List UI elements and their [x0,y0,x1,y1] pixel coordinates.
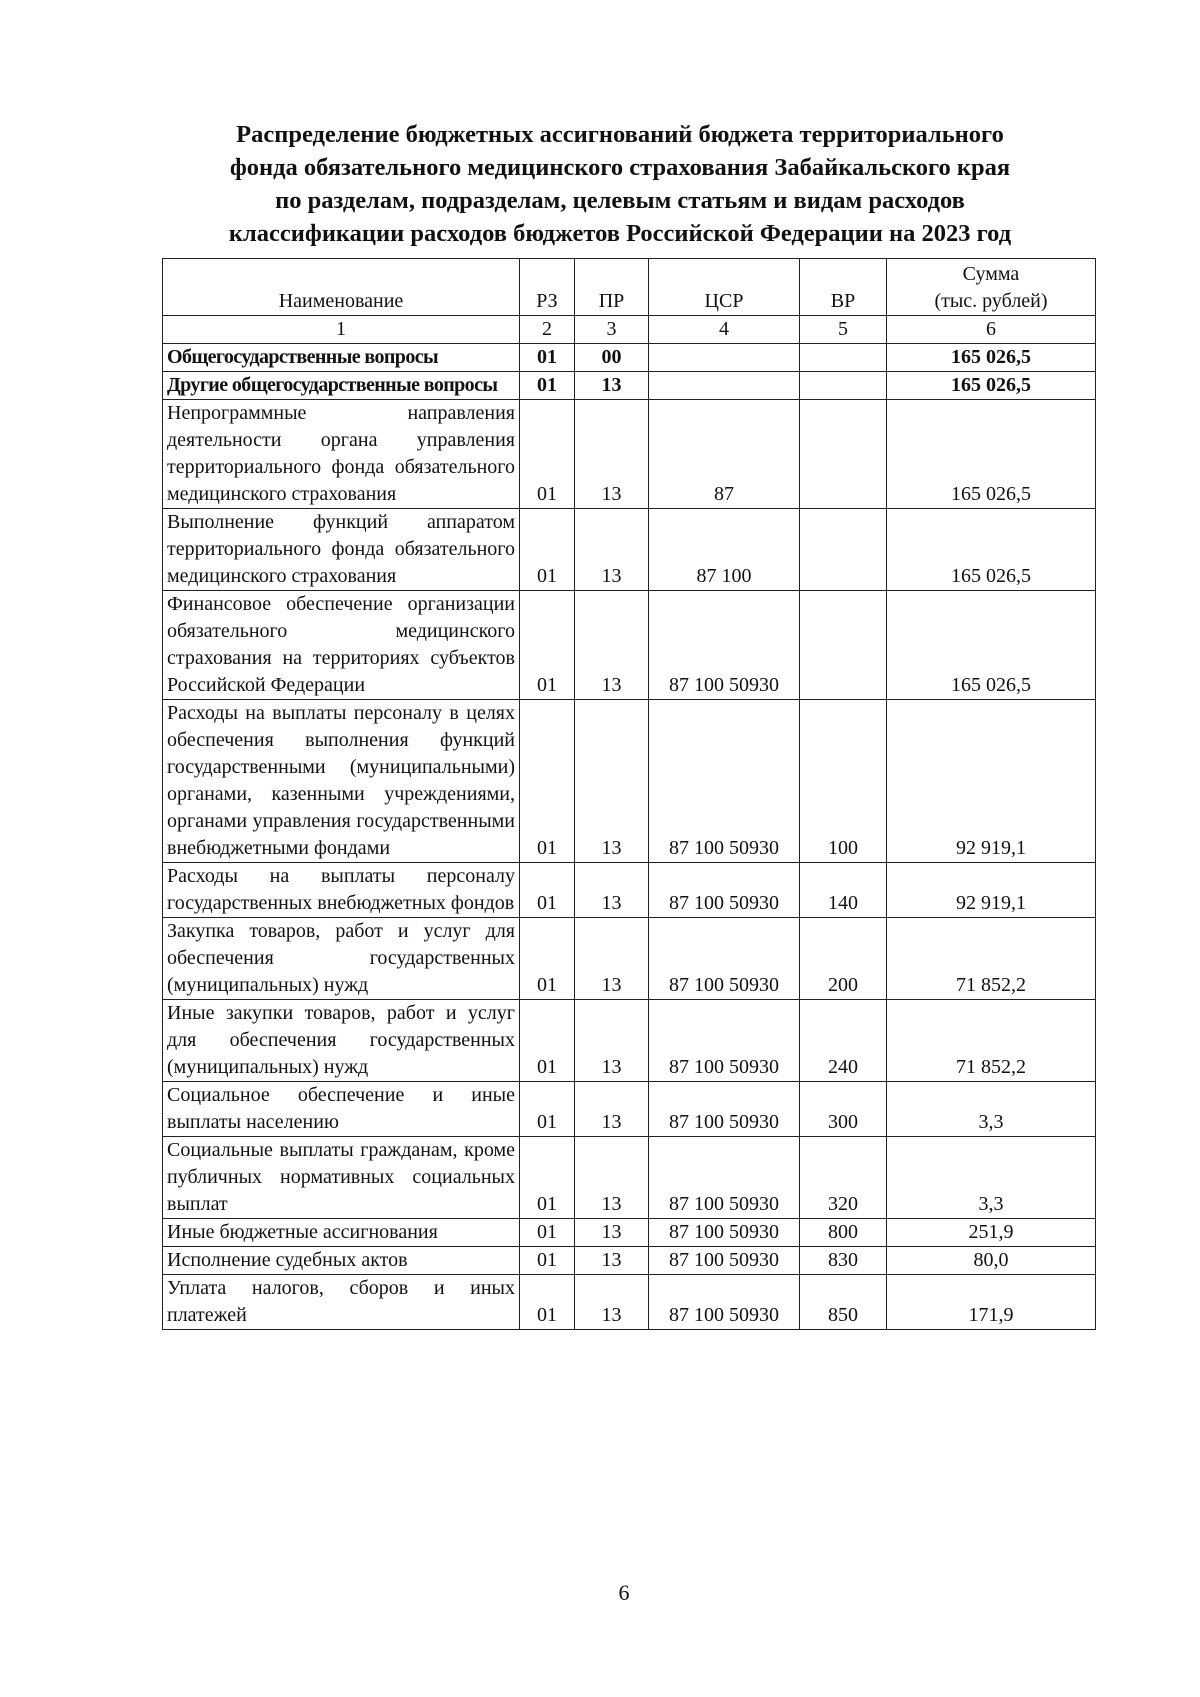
table-header-row [163,259,1096,316]
row-name: Расходы на выплаты персоналу в целях обеспечения выполнения функций государственными (муниципальными) органами, казенными учреждениями, органами управления государственными внебюджетными фондами [163,700,520,863]
col-number: 2 [520,316,575,344]
row-sum: 92 919,1 [887,863,1096,918]
row-pr: 13 [575,918,649,1000]
row-pr: 00 [575,344,649,372]
row-rz: 01 [520,509,575,591]
row-name: Уплата налогов, сборов и иных платежей [163,1275,520,1330]
row-name: Общегосударственные вопросы [163,344,520,372]
row-pr: 13 [575,863,649,918]
table-row [163,1247,1096,1275]
table-row [163,591,1096,700]
row-pr: 13 [575,1137,649,1219]
row-rz: 01 [520,700,575,863]
row-rz: 01 [520,1275,575,1330]
row-vr [800,344,887,372]
row-vr [800,372,887,400]
row-vr [800,591,887,700]
table-row [163,863,1096,918]
row-pr: 13 [575,372,649,400]
row-vr: 140 [800,863,887,918]
row-name: Иные бюджетные ассигнования [163,1219,520,1247]
row-name: Социальное обеспечение и иные выплаты населению [163,1082,520,1137]
col-number: 6 [887,316,1096,344]
row-rz: 01 [520,1000,575,1082]
row-csr: 87 100 50930 [649,1219,800,1247]
row-sum: 3,3 [887,1082,1096,1137]
table-row [163,1275,1096,1330]
row-rz: 01 [520,400,575,509]
page-number: 6 [618,1580,630,1605]
row-sum: 71 852,2 [887,1000,1096,1082]
row-pr: 13 [575,591,649,700]
row-csr: 87 100 50930 [649,1275,800,1330]
col-number: 5 [800,316,887,344]
row-rz: 01 [520,591,575,700]
table-row [163,400,1096,509]
row-vr [800,509,887,591]
row-name: Непрограммные направления деятельности органа управления территориального фонда обязательного медицинского страхования [163,400,520,509]
row-vr [800,400,887,509]
table-row [163,509,1096,591]
row-csr: 87 100 50930 [649,1000,800,1082]
row-csr: 87 100 50930 [649,591,800,700]
row-pr: 13 [575,1000,649,1082]
row-sum: 71 852,2 [887,918,1096,1000]
row-rz: 01 [520,1082,575,1137]
budget-table [162,258,1096,1330]
row-csr: 87 100 50930 [649,1247,800,1275]
row-rz: 01 [520,1219,575,1247]
title-line-1: Распределение бюджетных ассигнований бюджета территориального [236,121,1004,148]
row-vr: 240 [800,1000,887,1082]
row-name: Иные закупки товаров, работ и услуг для обеспечения государственных (муниципальных) нужд [163,1000,520,1082]
row-sum: 165 026,5 [887,344,1096,372]
row-vr: 830 [800,1247,887,1275]
col-number: 1 [163,316,520,344]
table-row [163,700,1096,863]
row-pr: 13 [575,509,649,591]
row-name: Другие общегосударственные вопросы [163,372,520,400]
header-name: Наименование [163,259,520,316]
row-pr: 13 [575,400,649,509]
row-pr: 13 [575,1219,649,1247]
row-sum: 165 026,5 [887,400,1096,509]
row-sum: 92 919,1 [887,700,1096,863]
row-vr: 200 [800,918,887,1000]
row-rz: 01 [520,372,575,400]
title-line-3: по разделам, подразделам, целевым статьям и видам расходов [275,187,965,214]
row-rz: 01 [520,863,575,918]
header-rz: РЗ [520,259,575,316]
row-csr: 87 100 50930 [649,700,800,863]
row-vr: 320 [800,1137,887,1219]
header-csr: ЦСР [649,259,800,316]
row-pr: 13 [575,700,649,863]
row-pr: 13 [575,1275,649,1330]
row-sum: 251,9 [887,1219,1096,1247]
table-row [163,344,1096,372]
document-title [150,118,1090,250]
row-rz: 01 [520,1247,575,1275]
column-number-row [163,316,1096,344]
row-vr: 850 [800,1275,887,1330]
table-row [163,1082,1096,1137]
row-sum: 165 026,5 [887,509,1096,591]
row-rz: 01 [520,1137,575,1219]
row-csr [649,372,800,400]
row-sum: 3,3 [887,1137,1096,1219]
header-vr: ВР [800,259,887,316]
row-csr: 87 100 50930 [649,1137,800,1219]
header-sum-line1: Сумма [962,263,1020,285]
row-sum: 165 026,5 [887,372,1096,400]
row-name: Финансовое обеспечение организации обязательного медицинского страхования на территориях субъектов Российской Федерации [163,591,520,700]
row-name: Закупка товаров, работ и услуг для обеспечения государственных (муниципальных) нужд [163,918,520,1000]
row-vr: 100 [800,700,887,863]
row-name: Выполнение функций аппаратом территориального фонда обязательного медицинского страхования [163,509,520,591]
row-sum: 165 026,5 [887,591,1096,700]
title-line-4: классификации расходов бюджетов Российской Федерации на 2023 год [228,220,1012,247]
table-row [163,918,1096,1000]
row-vr: 300 [800,1082,887,1137]
row-sum: 80,0 [887,1247,1096,1275]
row-csr: 87 [649,400,800,509]
header-pr: ПР [575,259,649,316]
col-number: 3 [575,316,649,344]
header-sum-line2: (тыс. рублей) [934,290,1048,312]
table-row [163,1000,1096,1082]
row-rz: 01 [520,344,575,372]
row-name: Расходы на выплаты персоналу государственных внебюджетных фондов [163,863,520,918]
table-row [163,372,1096,400]
table-row [163,1137,1096,1219]
row-csr [649,344,800,372]
row-sum: 171,9 [887,1275,1096,1330]
header-sum [887,259,1096,316]
row-name: Исполнение судебных актов [163,1247,520,1275]
row-rz: 01 [520,918,575,1000]
col-number: 4 [649,316,800,344]
row-name: Социальные выплаты гражданам, кроме публичных нормативных социальных выплат [163,1137,520,1219]
title-line-2: фонда обязательного медицинского страхования Забайкальского края [229,154,1011,181]
row-csr: 87 100 [649,509,800,591]
row-csr: 87 100 50930 [649,863,800,918]
row-pr: 13 [575,1082,649,1137]
row-csr: 87 100 50930 [649,1082,800,1137]
table-row [163,1219,1096,1247]
row-csr: 87 100 50930 [649,918,800,1000]
row-pr: 13 [575,1247,649,1275]
row-vr: 800 [800,1219,887,1247]
